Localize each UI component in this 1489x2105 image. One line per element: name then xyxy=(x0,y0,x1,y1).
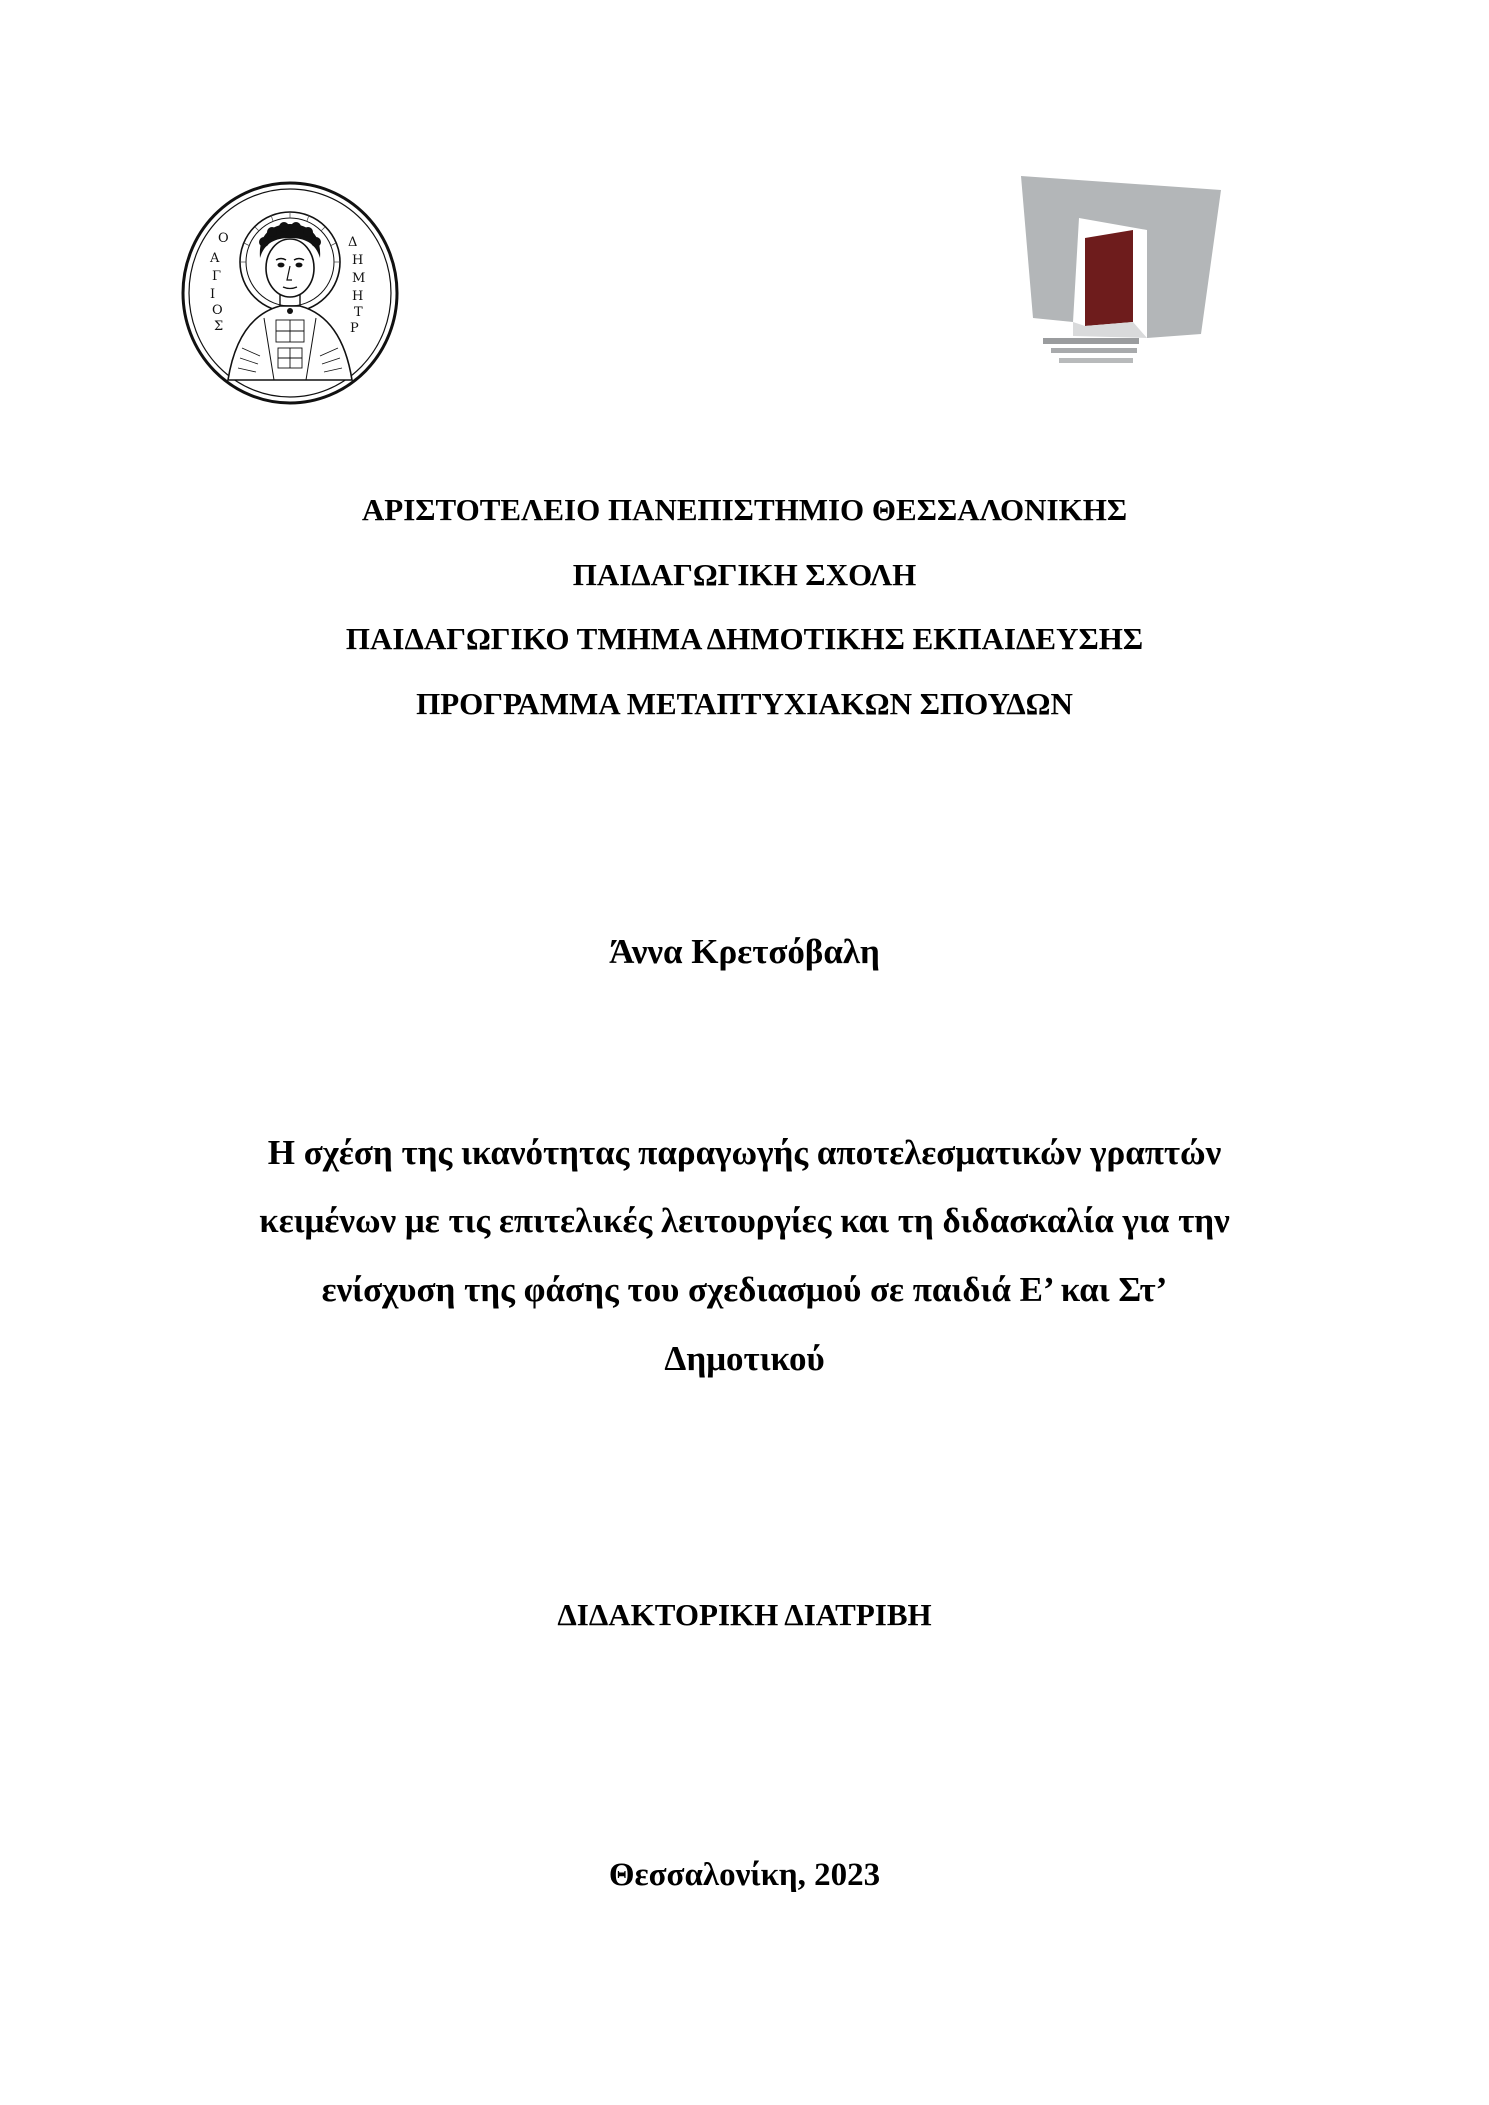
place-and-year: Θεσσαλονίκη, 2023 xyxy=(608,1857,881,1893)
svg-text:Ο: Ο xyxy=(218,231,229,246)
svg-text:Η: Η xyxy=(352,289,364,304)
svg-text:Η: Η xyxy=(352,253,364,268)
thesis-title-line-1: Η σχέση της ικανότητας παραγωγής αποτελεσματικών γραπτών xyxy=(267,1133,1222,1172)
thesis-title-line-4: Δημοτικού xyxy=(664,1339,825,1378)
thesis-title-line-3: ενίσχυση της φάσης του σχεδιασμού σε παιδιά Ε’ και Στ’ xyxy=(321,1270,1168,1309)
svg-text:Μ: Μ xyxy=(352,271,366,286)
department-name: ΠΑΙΔΑΓΩΓΙΚΟ ΤΜΗΜΑ ΔΗΜΟΤΙΚΗΣ ΕΚΠΑΙΔΕΥΣΗΣ xyxy=(345,621,1144,656)
university-seal-icon xyxy=(180,180,400,406)
university-name: ΑΡΙΣΤΟΤΕΛΕΙΟ ΠΑΝΕΠΙΣΤΗΜΙΟ ΘΕΣΣΑΛΟΝΙΚΗΣ xyxy=(361,492,1128,527)
svg-text:Ο: Ο xyxy=(212,303,223,318)
svg-text:Τ: Τ xyxy=(354,305,363,320)
author-name: Άννα Κρετσόβαλη xyxy=(609,932,880,971)
svg-text:Σ: Σ xyxy=(214,319,224,334)
faculty-doorway-logo-icon xyxy=(1015,168,1231,378)
svg-text:Δ: Δ xyxy=(348,235,358,250)
svg-text:Ρ: Ρ xyxy=(350,321,359,336)
svg-text:Γ: Γ xyxy=(212,269,222,284)
document-type: ΔΙΔΑΚΤΟΡΙΚΗ ΔΙΑΤΡΙΒΗ xyxy=(557,1597,932,1632)
svg-text:Ι: Ι xyxy=(210,287,216,302)
program-name: ΠΡΟΓΡΑΜΜΑ ΜΕΤΑΠΤΥΧΙΑΚΩΝ ΣΠΟΥΔΩΝ xyxy=(416,686,1073,721)
school-name: ΠΑΙΔΑΓΩΓΙΚΗ ΣΧΟΛΗ xyxy=(572,557,917,592)
thesis-title-line-2: κειμένων με τις επιτελικές λειτουργίες και τη διδασκαλία για την xyxy=(259,1201,1230,1240)
svg-text:Α: Α xyxy=(210,251,220,266)
